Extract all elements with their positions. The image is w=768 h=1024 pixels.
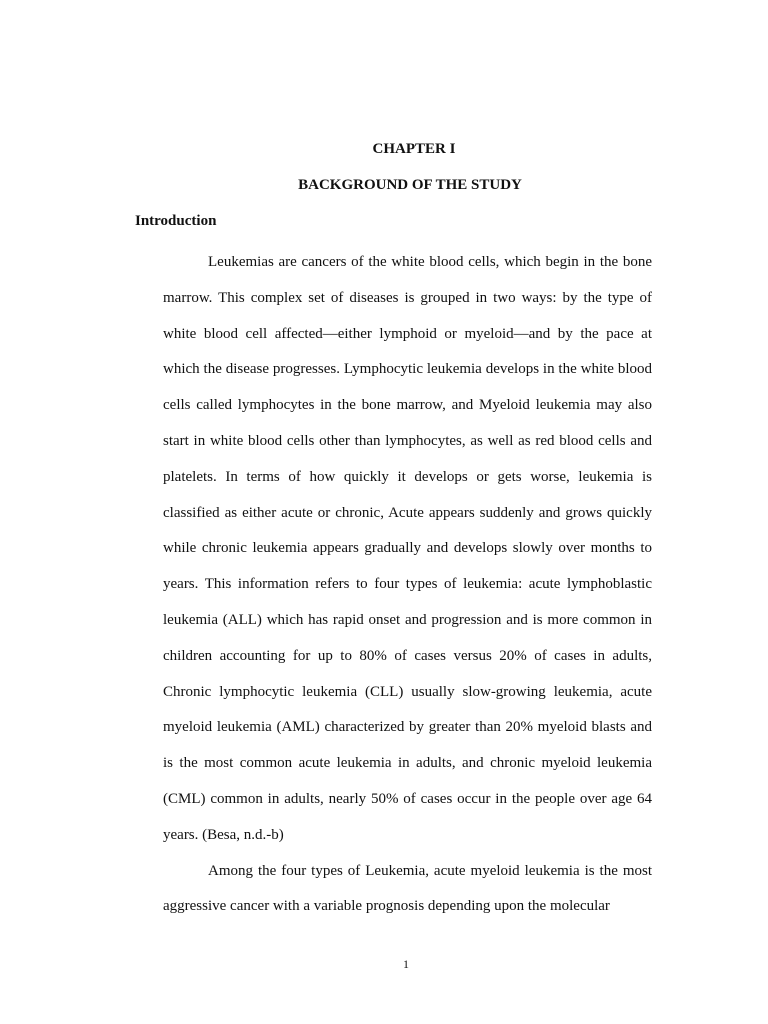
body-text — [163, 245, 652, 925]
page-number: 1 — [403, 957, 409, 971]
subsection-title: Introduction — [135, 213, 217, 229]
chapter-label: CHAPTER I — [372, 141, 456, 157]
paragraph-aml: Among the four types of Leukemia, acute myeloid leukemia is the most aggressive cancer with a variable prognosis depending upon the molecular — [163, 862, 652, 915]
section-title: BACKGROUND OF THE STUDY — [298, 177, 522, 193]
paragraph-introduction: Leukemias are cancers of the white blood cells, which begin in the bone marrow. This complex set of diseases is grouped in two ways: by the type of white blood cell affected—either lymphoid or myeloid—and by the pace at which the disease progresses. Lymphocytic leukemia develops in the white blood cells called lymphocytes in the bone marrow, and Myeloid leukemia may also start in white blood cells other than lymphocytes, as well as red blood cells and platelets. In terms of how quickly it develops or gets worse, leukemia is classified as either acute or chronic, Acute appears suddenly and grows quickly while chronic leukemia appears gradually and develops slowly over months to years. This information refers to four types of leukemia: acute lymphoblastic leukemia (ALL) which has rapid onset and progression and is more common in children accounting for up to 80% of cases versus 20% of cases in adults, Chronic lymphocytic leukemia (CLL) usually slow-growing leukemia, acute myeloid leukemia (AML) characterized by greater than 20% myeloid blasts and is the most common acute leukemia in adults, and chronic myeloid leukemia (CML) common in adults, nearly 50% of cases occur in the people over age 64 years. (Besa, n.d.-b) — [163, 254, 652, 843]
